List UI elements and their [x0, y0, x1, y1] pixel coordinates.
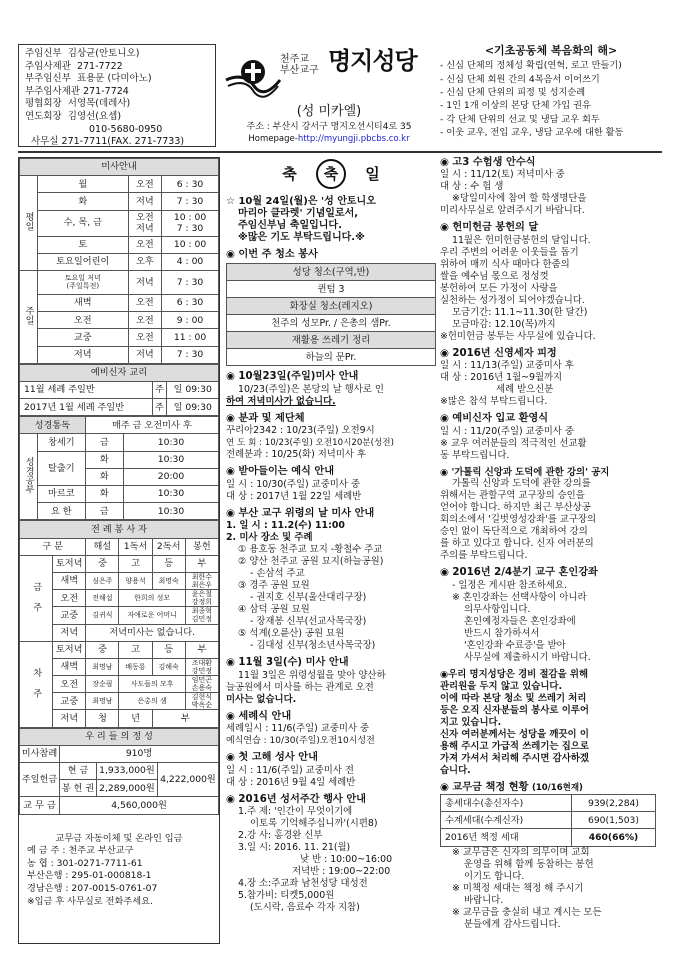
mass-time: 6 : 30 [162, 176, 219, 193]
mass-day: 토요일 저녁 (주일특전) [38, 270, 129, 294]
study-book: 요 한 [38, 503, 86, 520]
tithe-value: 690(1,503) [571, 812, 655, 829]
cleaning-item: 성당 청소(구역,반) [227, 264, 436, 281]
server-name: 부 [185, 641, 218, 658]
tithe-table [440, 794, 656, 847]
goal-item: - 1인 1개 이상의 본당 단체 가입 권유 [440, 100, 591, 112]
server-name: 최명숙 [152, 572, 185, 589]
server-slot: 토저녁 [53, 641, 86, 658]
server-name: 은총의 샘 [119, 693, 185, 710]
catechumen-day: 주 [152, 399, 167, 416]
account-line: 예 금 주 : 천주교 부산교구 [27, 845, 134, 857]
cleaning-title: ◉ 이번 주 청소 봉사 [226, 249, 318, 260]
mass-day: 새벽 [38, 294, 129, 311]
server-name: 자애로운 어머니 [119, 607, 185, 624]
mass-place: 저녁 [128, 270, 161, 294]
server-name: 중 [86, 641, 119, 658]
offering-sub: 현 금 [60, 763, 97, 780]
homepage-link[interactable]: http://myungji.pbcbs.co.kr [297, 134, 410, 144]
mass-place: 오전 [128, 294, 161, 311]
mass-day: 토 [38, 236, 129, 253]
notice-title: ◉ 예비신자 입교 환영식 [440, 413, 549, 425]
feast-notice: ☆ 10월 24일(월)은 '성 안토니오 마리아 클라렛' 기념일로서, 주임신부님 축일입니다. ※많은 기도 부탁드립니다.※ [226, 196, 376, 243]
study-day: 화 [85, 451, 123, 468]
server-name: 심은주 [86, 572, 119, 589]
notice-lecture-warning: ◉ '가톨릭 신앙과 도덕에 관한 강의' 공지 가톨릭 신앙과 도덕에 관한 강의를 위해서는 관할구역 교구장의 승인을 얻어야 합니다. 하지만 최근 부산상공 회의소에서 '길벗영성강좌'를 교구장의 승인 없이 독단적으로 개최하여 강의 를 하고 있다고 합니다. 신자 여러분의 주의를 부탁드립니다. [440, 467, 666, 562]
notice-title: ◉ 고3 수험생 안수식 [440, 157, 536, 168]
mass-time: 6 : 30 [162, 294, 219, 311]
notice-cleaning-request: ◉우리 명지성당은 경비 절감을 위해 관리원을 두지 않고 있습니다. 이에 따라 본당 청소 및 쓰레기 처리 등은 오직 신자분들의 봉사로 이루어 지고 있습니다. 신자 여러분께서는 성당을 깨끗이 이 용해 주시고 가급적 쓰레기는 집으로 가져 가셔서 처리해 주시면 감사하겠 습니다. [440, 668, 589, 776]
mass-day: 저녁 [38, 346, 129, 363]
account-info [19, 829, 219, 913]
study-book: 마르코 [38, 486, 86, 503]
mass-day: 수, 목, 금 [38, 210, 129, 236]
mass-day: 월 [38, 176, 129, 193]
mass-time: 4 : 00 [162, 253, 219, 270]
notice-mass-1023: ◉ 10월23일(주일)미사 안내 10/23(주일)은 본당의 날 행사로 인 하여 저녁미사가 없습니다. [226, 371, 436, 407]
study-time: 10:30 [124, 503, 219, 520]
bible-reading-label: 성경통독 [20, 417, 86, 434]
mass-time: 9 : 00 [162, 312, 219, 329]
offering-value: 1,933,000원 [96, 763, 157, 780]
staff-row: 주임사제관 271-7722 [25, 60, 123, 72]
offering-sub: 봉 헌 권 [60, 780, 97, 797]
study-day: 화 [85, 486, 123, 503]
notice-bible-week: ◉ 2016년 성서주간 행사 안내 1.주 제: '인간이 무엇이기에 이토록 기억해주십니까'(시편8) 2.강 사: 홍경완 신부 3.일 시: 2016. 11. 21(월) 낮 반 : 10:00~16:00 저녁반 : 19:00~22:00 4.장 소:주교좌 남천성당 대성전 5.참가비: 티켓5,000원 (도시락, 음료수 각자 지참) [226, 794, 436, 914]
server-name: 년 [119, 710, 152, 727]
cleaning-item: 퀸텀 3 [227, 281, 436, 298]
catechumen-class: 2017년 1월 세례 주일반 [20, 399, 153, 416]
study-book: 탈출기 [38, 451, 86, 485]
feast-header: 축 축 일 [226, 157, 436, 191]
notice-first-confession: ◉ 첫 고해 성사 안내 일 시 : 11/6(주일) 교중미사 전 대 상 : 2016년 9월 4일 세례반 [226, 752, 436, 788]
bible-study-table [19, 416, 219, 520]
notice-all-souls: ◉ 부산 교구 위령의 날 미사 안내 1. 일 시 : 11.2(수) 11:00 2. 미사 장소 및 주례 ① 용호동 천주교 묘지 -황철수 주교 ② 양산 천주교 공원 묘지(하늘공원) - 손삼석 주교 ③ 경주 공원 묘원 - 권지호 신부(울산대리구장) ④ 삼덕 공원 묘원 - 장재봉 신부(선교사목국장) ⑤ 석계(오륜산) 공원 묘원 - 김대성 신부(청소년사목국장) [226, 508, 436, 652]
server-name: 김해숙 [152, 658, 185, 675]
notice-exam-blessing: ◉ 고3 수험생 안수식 일 시 : 11/12(토) 저녁미사 중 대 상 : 수 험 생 ※당일미사에 참여 할 학생명단을 미리사무실로 알려주시기 바랍니다. [440, 157, 666, 217]
offering-table [19, 728, 219, 815]
study-day: 화 [85, 468, 123, 485]
diocese-label: 천주교 부산교구 [280, 54, 319, 76]
offering-value: 2,289,000원 [96, 780, 157, 797]
staff-box [18, 44, 216, 147]
catechumen-time: 일 09:30 [167, 381, 219, 398]
notice-title: ◉ 2016년 성서주간 행사 안내 [226, 793, 366, 805]
staff-row: 평협회장 서영목(데레사) [25, 98, 131, 110]
servers-head: 2독서 [152, 538, 185, 555]
study-time: 20:00 [124, 468, 219, 485]
servers-head: 1독서 [119, 538, 152, 555]
mass-day: 오전 [38, 312, 129, 329]
notice-title: ◉ 세례식 안내 [226, 710, 292, 722]
goal-item: - 신심 단체 회원 간의 4복음서 이어쓰기 [440, 73, 600, 85]
server-slot: 저녁 [53, 710, 86, 727]
office-phone: 사무실 271-7711(FAX. 271-7733) [31, 136, 185, 147]
offering-value: 910명 [60, 745, 219, 762]
servers-title: 전 례 봉 사 자 [20, 521, 219, 538]
staff-row: 부주임사제관 271-7724 [25, 85, 129, 97]
bible-study-label: 성경공부 [20, 434, 38, 520]
liturgy-servers-table [19, 520, 219, 727]
mass-schedule-table [19, 158, 219, 364]
cleaning-item: 천주의 성모Pr. / 은총의 샘Pr. [227, 315, 436, 332]
notice-title: ◉ 11월 3일(수) 미사 안내 [226, 657, 349, 669]
mass-time: 7 : 30 [162, 270, 219, 294]
middle-column [226, 157, 436, 919]
tithe-value: 939(2,284) [571, 795, 655, 812]
mass-time: 10 : 00 7 : 30 [162, 210, 219, 236]
notice-neophyte-retreat: ◉ 2016년 신영세자 피정 일 시 : 11/13(주일) 교중미사 후 대 상 : 2016년 1월~9월까지 세례 받으신분 ※많은 참석 부탁드립니다. [440, 348, 666, 408]
tithe-label: 수계세대(수계신자) [441, 812, 572, 829]
parish-logo-block [222, 44, 436, 154]
server-name: 윤은철 강정희 [185, 590, 218, 607]
goal-item: - 신심 단체 단위의 피정 및 성지순례 [440, 87, 586, 98]
account-line: 농 협 : 301-0271-7711-61 [27, 857, 143, 869]
notice-title: ◉ '가톨릭 신앙과 도덕에 관한 강의' 공지 [440, 466, 610, 478]
address: 주소 : 부산시 강서구 명지오션시티4로 35 [246, 122, 412, 132]
catechumen-day: 주 [152, 381, 167, 398]
patron-saint: (성 미카엘) [296, 104, 362, 119]
catechumen-title: 예비신자 교리 [20, 364, 219, 381]
server-name: 청 [86, 710, 119, 727]
header-divider [18, 151, 662, 153]
servers-head: 봉헌 [185, 538, 218, 555]
sunday-label: 주일 [20, 270, 38, 363]
account-line: 부산은행 : 295-01-000818-1 [27, 870, 152, 882]
server-name: 저녁미사는 없습니다. [86, 624, 219, 641]
catechumen-class: 11월 세례 주일반 [20, 381, 153, 398]
server-slot: 오전 [53, 590, 86, 607]
cleaning-section [226, 249, 436, 366]
notice-rice-offering: ◉ 헌미헌금 봉헌의 달 11월은 헌미헌금봉헌의 달입니다. 우리 주변의 어려운 이웃들을 돕기 위하여 매끼 식사 때마다 한줌의 쌀을 예수님 몫으로 정성껏 봉헌하여 모든 가정이 사랑을 실천하는 성가정이 되어야겠습니다. 모금기간: 11.1~11.30(한 달간) 모금마감: 12.10(목)까지 ※헌미헌금 봉투는 사무실에 있습니다. [440, 222, 666, 342]
notice-title: ◉ 부산 교구 위령의 날 미사 안내 [226, 507, 375, 519]
study-time: 10:30 [124, 451, 219, 468]
server-slot: 새벽 [53, 572, 86, 589]
goals-title: <기초공동체 복음화의 해> [484, 44, 618, 57]
notice-title: ◉ 교무금 책정 현황 (10/16현재) [440, 781, 583, 793]
notice-title: ◉ 첫 고해 성사 안내 [226, 752, 318, 764]
notice-acceptance-rite: ◉ 받아들이는 예식 안내 일 시 : 10/30(주일) 교중미사 중 대 상 : 2017년 1월 22일 세례반 [226, 466, 436, 502]
staff-row: 연도회장 김영선(요셉) [25, 110, 122, 122]
server-name: 중 [86, 555, 119, 572]
staff-row: 주임신부 김상균(안토니오) [25, 48, 140, 59]
account-line: ※입금 후 사무실로 전화주세요. [27, 895, 153, 907]
notice-committees: ◉ 분과 및 제단체 꾸리아2342 : 10/23(주일) 오전9시 연 도 회 : 10/23(주일) 오전10시20분(성전) 전례분과 : 10/25(화) 저녁미사 후 [226, 413, 436, 461]
offering-value: 4,560,000원 [60, 797, 219, 814]
goal-item: - 각 단체 단위의 선교 및 냉담 교우 회두 [440, 113, 600, 125]
notice-title: ◉ 헌미헌금 봉헌의 달 [440, 222, 539, 234]
server-name: 조대환 강민정 [185, 658, 218, 675]
server-name: 최명남 [86, 658, 119, 675]
server-slot: 오전 [53, 676, 86, 693]
mass-time: 7 : 30 [162, 193, 219, 210]
servers-head: 구 분 [20, 538, 86, 555]
server-name: 양용석 [119, 572, 152, 589]
study-time: 10:30 [124, 434, 219, 451]
offering-total: 4,222,000원 [157, 763, 218, 797]
right-column [440, 157, 666, 936]
mass-time: 11 : 00 [162, 329, 219, 346]
bible-reading-time: 매주 금 오전미사 후 [85, 417, 218, 434]
cleaning-table [226, 263, 436, 366]
notice-title: ◉ 2016년 2/4분기 교구 혼인강좌 [440, 567, 598, 579]
server-name: 김귀식 [86, 607, 119, 624]
parish-name: 명지성당 [328, 47, 417, 75]
notice-title: ◉ 받아들이는 예식 안내 [226, 466, 335, 478]
staff-phone: 010-5680-0950 [89, 123, 163, 135]
tithe-label: 총세대수(총신자수) [441, 795, 572, 812]
cleaning-item: 화장실 청소(레지오) [227, 298, 436, 315]
server-name: 한희의 성모 [119, 590, 185, 607]
study-time: 10:30 [124, 486, 219, 503]
cleaning-item: 하늘의 문Pr. [227, 349, 436, 366]
mass-place: 오전 [128, 176, 161, 193]
parish-emblem-icon [224, 50, 282, 100]
catechumen-time: 일 09:30 [167, 399, 219, 416]
server-slot: 저녁 [53, 624, 86, 641]
server-slot: 새벽 [53, 658, 86, 675]
offering-label: 주일헌금 [20, 763, 60, 797]
mass-time: 7 : 30 [162, 346, 219, 363]
cleaning-item: 재활용 쓰레기 정리 [227, 332, 436, 349]
notice-catechumen-welcome: ◉ 예비신자 입교 환영식 일 시 : 11/20(주일) 교중미사 중 ※ 교우 여러분들의 적극적인 선교활 동 부탁드립니다. [440, 413, 666, 461]
server-name: 부 [185, 555, 218, 572]
mass-place: 오후 [128, 253, 161, 270]
server-name: 전해섭 [86, 590, 119, 607]
offering-title: 우 리 들 의 정 성 [20, 728, 219, 745]
tithe-value: 460(66%) [571, 829, 655, 846]
server-name: 등 [152, 641, 185, 658]
pastoral-goals [440, 44, 662, 148]
servers-head: 해설 [86, 538, 119, 555]
mass-place: 저녁 [128, 193, 161, 210]
server-name: 고 [119, 641, 152, 658]
offering-label: 미사참례 [20, 745, 60, 762]
mass-day: 화 [38, 193, 129, 210]
server-name: 등 [152, 555, 185, 572]
server-name: 임민곤 손용숙 [185, 676, 218, 693]
mass-place: 오전 [128, 329, 161, 346]
server-name: 고 [119, 555, 152, 572]
server-name: 최종혁 김민정 [185, 607, 218, 624]
notice-title: ◉ 2016년 신영세자 피정 [440, 347, 557, 359]
mass-place: 오전 [128, 236, 161, 253]
notice-baptism: ◉ 세례식 안내 세례일시 : 11/6(주일) 교중미사 중 예식연습 : 10/30(주일)오전10시성전 [226, 711, 436, 747]
study-day: 금 [85, 434, 123, 451]
server-name: 김현식 박옥순 [185, 693, 218, 710]
mass-place: 저녁 [128, 346, 161, 363]
offering-label: 교 무 금 [20, 797, 60, 814]
server-slot: 교중 [53, 693, 86, 710]
tithe-label: 2016년 책정 세대 [441, 829, 572, 846]
weekday-label: 평일 [20, 176, 38, 271]
mass-day: 교중 [38, 329, 129, 346]
left-column [18, 157, 220, 944]
this-week-label: 금 주 [20, 555, 53, 641]
study-day: 금 [85, 503, 123, 520]
server-name: 배동룡 [119, 658, 152, 675]
goal-item: - 이웃 교우, 전입 교우, 냉담 교우에 대한 활동 [440, 126, 624, 138]
mass-place: 오전 [128, 312, 161, 329]
account-line: 경남은행 : 207-0015-0761-07 [27, 882, 158, 894]
feast-seal-icon: 축 [316, 159, 346, 189]
notice-marriage-course: ◉ 2016년 2/4분기 교구 혼인강좌 - 일정은 게시판 참조하세요. ※ 혼인강좌는 선택사항이 아니라 의무사항입니다. 혼인예정자들은 혼인강좌에 반드시 참가하셔서 '혼인강좌 수료증'을 받아 사무실에 제출하시기 바랍니다. [440, 567, 666, 663]
notice-mass-1103: ◉ 11월 3일(수) 미사 안내 11월 3일은 위령성월을 맞아 양산하 늘공원에서 미사를 하는 관계로 오전 미사는 없습니다. [226, 657, 436, 705]
homepage: Homepage-http://myungji.pbcbs.co.kr [248, 134, 410, 144]
catechumen-table [19, 364, 219, 417]
server-name: 장순필 [86, 676, 119, 693]
mass-title: 미사안내 [20, 159, 219, 176]
study-book: 창세기 [38, 434, 86, 451]
next-week-label: 차 주 [20, 641, 53, 727]
notice-tithe-status: ◉ 교무금 책정 현황 (10/16현재) 총세대수(총신자수) 939(2,284) 수계세대(수계신자) 690(1,503) 2016년 책정 세대 460(66%) ※ 교무금은 신자의 의무이며 교회 운영을 위해 함께 동참하는 봉헌 이기도 합니다. ※ 미책정 세대는 책정 해 주시기 바랍니다. ※ 교무금을 충실히 내고 계시는 모든 분들에게 감사드립니다. [440, 782, 666, 931]
notice-title: ◉ 10월23일(주일)미사 안내 [226, 371, 359, 383]
server-name: 부 [152, 710, 218, 727]
goal-item: - 신심 단체의 정체성 확립(연혁, 로고 만들기) [440, 60, 622, 72]
server-slot: 교중 [53, 607, 86, 624]
server-slot: 토저녁 [53, 555, 86, 572]
server-name: 최한수 최은우 [185, 572, 218, 589]
server-name: 최명남 [86, 693, 119, 710]
account-line: 교무금 자동이체 및 온라인 입금 [55, 832, 183, 844]
mass-day: 토요일어린이 [38, 253, 129, 270]
server-name: 사도들의 모후 [119, 676, 185, 693]
mass-time: 10 : 00 [162, 236, 219, 253]
staff-row: 부주임신부 표용문 (다미아노) [25, 73, 152, 85]
notice-title: ◉ 분과 및 제단체 [226, 412, 305, 424]
mass-place: 오전 저녁 [128, 210, 161, 236]
